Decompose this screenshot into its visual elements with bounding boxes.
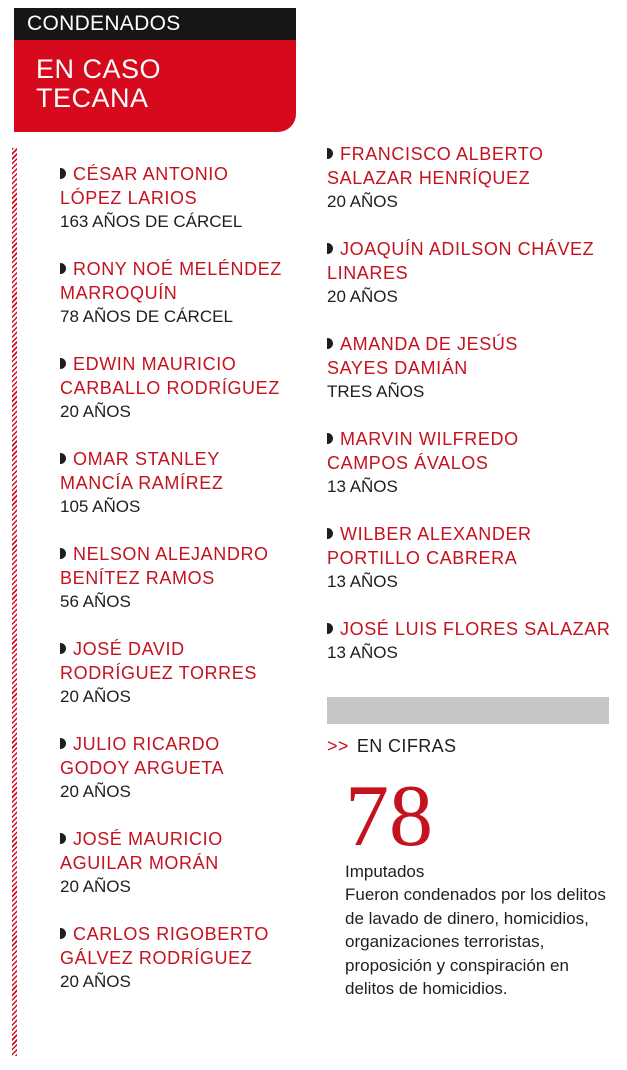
stat-label: Imputados <box>345 862 425 881</box>
convicted-name-line2: SALAZAR HENRÍQUEZ <box>327 168 531 188</box>
convicted-name-line2: LINARES <box>327 263 409 283</box>
convicted-name: NELSON ALEJANDRO <box>60 542 282 566</box>
list-item <box>60 827 282 922</box>
list-item <box>327 332 610 427</box>
sentence-text: 13 AÑOS <box>327 572 398 591</box>
convicted-name-line2: GÁLVEZ RODRÍGUEZ <box>60 948 253 968</box>
convicted-name: CÉSAR ANTONIO <box>60 162 282 186</box>
sentence-text: TRES AÑOS <box>327 382 425 401</box>
bullet-icon <box>60 358 66 369</box>
convicted-name-line2: RODRÍGUEZ TORRES <box>60 663 257 683</box>
sentence-text: 20 AÑOS <box>60 402 131 421</box>
sentence-text: 78 AÑOS DE CÁRCEL <box>60 307 233 326</box>
convicted-name: OMAR STANLEY <box>60 447 282 471</box>
sentence-text: 20 AÑOS <box>60 782 131 801</box>
sentence-text: 20 AÑOS <box>327 192 398 211</box>
convicted-name-line2: BENÍTEZ RAMOS <box>60 568 215 588</box>
double-arrow-icon: >> <box>327 736 349 756</box>
decorative-stripe <box>12 148 17 1056</box>
bullet-icon <box>60 548 66 559</box>
list-item <box>327 522 610 617</box>
list-item <box>327 427 610 522</box>
list-item <box>60 637 282 732</box>
convicted-name: JOSÉ LUIS FLORES SALAZAR <box>327 617 610 641</box>
stat-description: Fueron condenados por los delitos de lavado de dinero, homicidios, organizaciones terroristas, proposición y conspiración en delitos de homicidios. <box>345 885 606 998</box>
convicted-name-line2: LÓPEZ LARIOS <box>60 188 198 208</box>
sentence-text: 20 AÑOS <box>60 687 131 706</box>
stat-number: 78 <box>345 768 433 865</box>
convicted-name: JOSÉ DAVID <box>60 637 282 661</box>
convicted-name: AMANDA DE JESÚS <box>327 332 610 356</box>
bullet-icon <box>327 623 333 634</box>
convicted-name: FRANCISCO ALBERTO <box>327 142 610 166</box>
convicted-name-line2: CAMPOS ÁVALOS <box>327 453 489 473</box>
convicted-name-line2: CARBALLO RODRÍGUEZ <box>60 378 280 398</box>
list-item <box>327 142 610 237</box>
bullet-icon <box>60 263 66 274</box>
cifras-heading-text: EN CIFRAS <box>356 736 457 756</box>
list-item <box>327 237 610 332</box>
bullet-icon <box>327 148 333 159</box>
convicted-name-line2: SAYES DAMIÁN <box>327 358 468 378</box>
bullet-icon <box>60 453 66 464</box>
bullet-icon <box>60 928 66 939</box>
list-item <box>60 922 282 1017</box>
convicted-list-right <box>327 142 610 712</box>
bullet-icon <box>60 833 66 844</box>
title-line-2: TECANA <box>36 83 149 113</box>
list-item <box>60 257 282 352</box>
bullet-icon <box>60 738 66 749</box>
convicted-name-line2: MANCÍA RAMÍREZ <box>60 473 224 493</box>
sentence-text: 20 AÑOS <box>327 287 398 306</box>
list-item <box>60 447 282 542</box>
bullet-icon <box>60 168 66 179</box>
sentence-text: 13 AÑOS <box>327 477 398 496</box>
sentence-text: 20 AÑOS <box>60 877 131 896</box>
convicted-name: RONY NOÉ MELÉNDEZ <box>60 257 282 281</box>
list-item <box>60 732 282 827</box>
bullet-icon <box>327 433 333 444</box>
convicted-name: WILBER ALEXANDER <box>327 522 610 546</box>
bullet-icon <box>327 528 333 539</box>
cifras-heading <box>327 734 456 758</box>
bullet-icon <box>60 643 66 654</box>
bullet-icon <box>327 243 333 254</box>
sentence-text: 56 AÑOS <box>60 592 131 611</box>
convicted-name-line2: AGUILAR MORÁN <box>60 853 219 873</box>
list-item <box>60 352 282 447</box>
convicted-name-line2: GODOY ARGUETA <box>60 758 225 778</box>
header-label: CONDENADOS <box>14 8 296 40</box>
sentence-text: 13 AÑOS <box>327 643 398 662</box>
section-divider-bar <box>327 697 609 724</box>
list-item <box>60 542 282 637</box>
convicted-list-left <box>60 162 282 1017</box>
convicted-name: MARVIN WILFREDO <box>327 427 610 451</box>
convicted-name-line2: MARROQUÍN <box>60 283 178 303</box>
convicted-name: JOSÉ MAURICIO <box>60 827 282 851</box>
sentence-text: 163 AÑOS DE CÁRCEL <box>60 212 243 231</box>
page-title <box>14 40 296 132</box>
convicted-name: EDWIN MAURICIO <box>60 352 282 376</box>
sentence-text: 105 AÑOS <box>60 497 141 516</box>
sentence-text: 20 AÑOS <box>60 972 131 991</box>
convicted-name: JULIO RICARDO <box>60 732 282 756</box>
title-line-1: EN CASO <box>36 54 162 84</box>
list-item <box>60 162 282 257</box>
convicted-name: CARLOS RIGOBERTO <box>60 922 282 946</box>
convicted-name: JOAQUÍN ADILSON CHÁVEZ <box>327 237 610 261</box>
convicted-name-line2: PORTILLO CABRERA <box>327 548 518 568</box>
bullet-icon <box>327 338 333 349</box>
